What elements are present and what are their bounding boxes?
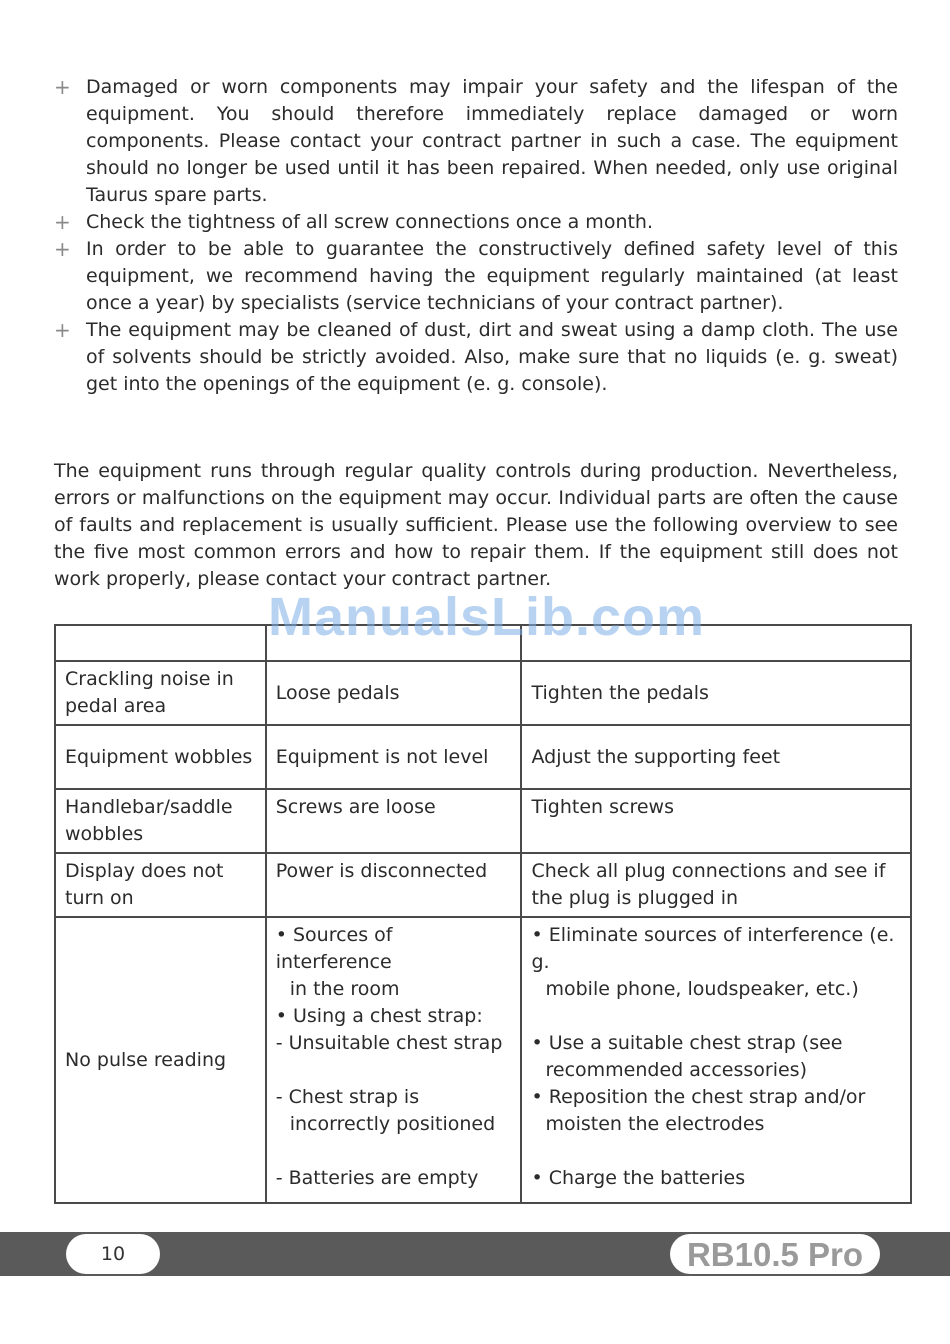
remedy-cell: Check all plug connections and see if the plug is plugged in (521, 853, 911, 917)
fault-cell: Crackling noise in pedal area (55, 661, 266, 725)
plus-icon: + (54, 237, 71, 261)
bullet-item: + The equipment may be cleaned of dust, dirt and sweat using a damp cloth. The use of solvents should be strictly avoided. Also, make sure that no liquids (e. g. sweat) get into the openings of the equipment (e. g. console). (54, 318, 898, 395)
fault-cell: No pulse reading (55, 917, 266, 1203)
table-row (55, 661, 911, 725)
cause-cell: Equipment is not level (266, 725, 522, 789)
watermark: ManualsLib.com (268, 587, 706, 647)
bullet-item: + Damaged or worn components may impair your safety and the lifespan of the equipment. You should therefore immediately replace damaged or worn components. Please contact your contract partner in such a case. The equipment should no longer be used until it has been repaired. When needed, only use original Taurus spare parts. (54, 75, 898, 206)
cause-line: - Batteries are empty (275, 1167, 479, 1189)
troubleshooting-intro: The equipment runs through regular quality controls during production. Nevertheless, errors or malfunctions on the equipment may occur. Individual parts are often the cause of faults and replacement is usually sufficient. Please use the following overview to see the five most common errors and how to repair them. If the equipment still does not work properly, please contact your contract partner. (54, 460, 898, 590)
remedy-cell: Tighten the pedals (521, 661, 911, 725)
spacer (276, 1138, 512, 1165)
cause-line: - Unsuitable chest strap (275, 1032, 503, 1054)
cause-line: incorrectly positioned (289, 1113, 496, 1135)
cause-line: • Using a chest strap: (275, 1005, 483, 1027)
remedy-line: • Reposition the chest strap and/or (531, 1086, 866, 1108)
cause-cell: Power is disconnected (266, 853, 522, 917)
bullet-item: + Check the tightness of all screw connections once a month. (54, 210, 654, 234)
remedy-line: mobile phone, loudspeaker, etc.) (545, 978, 859, 1000)
remedy-line: recommended accessories) (545, 1059, 807, 1081)
table-row (55, 789, 911, 853)
remedy-line: • Eliminate sources of interference (e. g. (531, 924, 895, 973)
table-row (55, 917, 911, 1203)
plus-icon: + (54, 210, 71, 234)
remedy-line: moisten the electrodes (545, 1113, 765, 1135)
cause-line: - Chest strap is (275, 1086, 420, 1108)
cause-line: in the room (289, 978, 400, 1000)
plus-icon: + (54, 318, 71, 342)
plus-icon: + (54, 75, 71, 99)
page-number: 10 (66, 1234, 160, 1274)
cause-cell (266, 917, 522, 1203)
remedy-cell (521, 917, 911, 1203)
bullet-item: + In order to be able to guarantee the constructively defined safety level of this equipment, we recommend having the equipment regularly maintained (at least once a year) by specialists (service technicians of your contract partner). (54, 237, 898, 314)
remedy-line: • Charge the batteries (531, 1167, 746, 1189)
fault-cell: Display does not turn on (55, 853, 266, 917)
header-cell-fault (55, 625, 266, 661)
maintenance-bullet-list (54, 74, 898, 398)
model-name: RB10.5 Pro (670, 1234, 880, 1274)
table-row (55, 725, 911, 789)
spacer (531, 1138, 901, 1165)
table-row (55, 853, 911, 917)
fault-cell: Equipment wobbles (55, 725, 266, 789)
remedy-line: • Use a suitable chest strap (see (531, 1032, 843, 1054)
spacer (531, 1003, 901, 1030)
cause-cell: Screws are loose (266, 789, 522, 853)
fault-cell: Handlebar/saddle wobbles (55, 789, 266, 853)
remedy-cell: Adjust the supporting feet (521, 725, 911, 789)
spacer (276, 1057, 512, 1084)
cause-cell: Loose pedals (266, 661, 522, 725)
troubleshooting-table (54, 624, 912, 1204)
cause-line: • Sources of interference (275, 924, 393, 973)
remedy-cell: Tighten screws (521, 789, 911, 853)
